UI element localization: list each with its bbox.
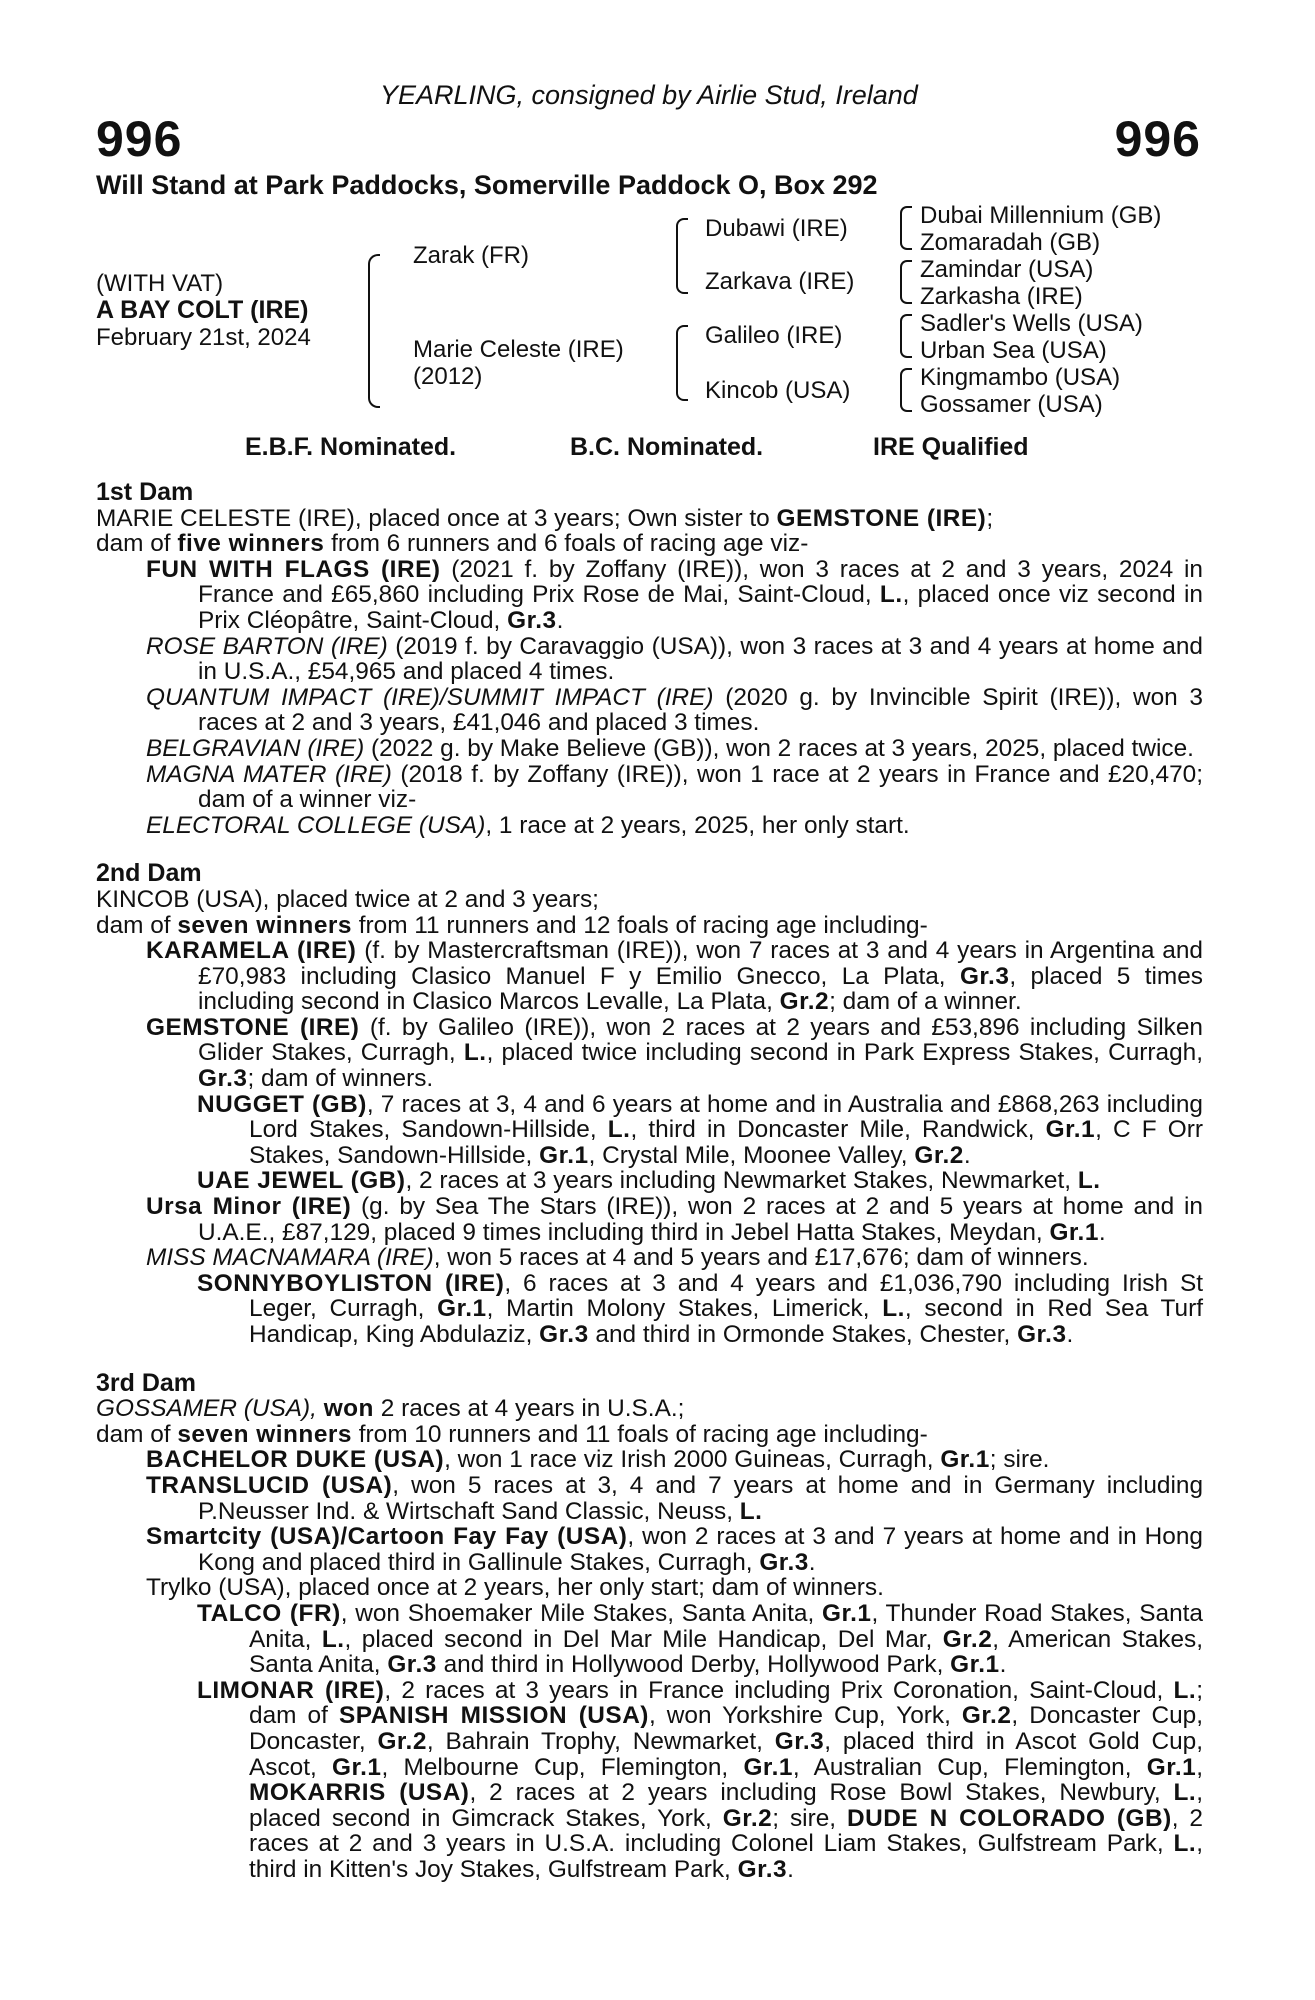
ebf-nomination: E.B.F. Nominated.: [245, 433, 457, 461]
progeny-trylko: Trylko (USA), placed once at 2 years, her only start; dam of winners.: [146, 1574, 884, 1602]
progeny-gemstone: GEMSTONE (IRE) (f. by Galileo (IRE)), won 2 races at 2 years and £53,896 including Silken Glider Stakes, Curragh, L., placed twice including second in Park Express Stakes, Curragh, Gr.3; dam of winners.: [146, 1013, 1203, 1093]
bc-nomination: B.C. Nominated.: [570, 433, 764, 461]
progeny-translucid: TRANSLUCID (USA), won 5 races at 3, 4 and 7 years at home and in Germany including P.Neusser Ind. & Wirtschaft Sand Classic, Neuss, L.: [146, 1471, 1204, 1525]
second-dam-heading: 2nd Dam: [96, 859, 202, 888]
dam-dam: Kincob (USA): [705, 377, 851, 404]
progeny-smartcity: Smartcity (USA)/Cartoon Fay Fay (USA), won 2 races at 3 and 7 years at home and in Hong Kong and placed third in Gallinule Stakes, Curragh, Gr.3.: [146, 1523, 1203, 1576]
third-dam-heading: 3rd Dam: [96, 1368, 197, 1397]
dds: Kingmambo (USA): [920, 364, 1121, 391]
progeny-bachelor-duke: BACHELOR DUKE (USA), won 1 race viz Irish 2000 Guineas, Curragh, Gr.1; sire.: [146, 1446, 1050, 1474]
progeny-limonar: LIMONAR (IRE), 2 races at 3 years in France including Prix Coronation, Saint-Cloud, L.; dam of SPANISH MISSION (USA), won Yorkshire Cup, York, Gr.2, Doncaster Cup, Doncaster, Gr.2, Bahrain Trophy, Newmarket, Gr.3, placed third in Ascot Gold Cup, Ascot, Gr.1, Melbourne Cup, Flemington, Gr.1, Australian Cup, Flemington, Gr.1, MOKARRIS (USA), 2 races at 2 years including Rose Bowl Stakes, Newbury, L., placed second in Gimcrack Stakes, York, Gr.2; sire, DUDE N COLORADO (GB), 2 races at 2 and 3 years in U.S.A. including Colonel Liam Stakes, Gulfstream Park, L., third in Kitten's Joy Stakes, Gulfstream Park, Gr.3.: [197, 1676, 1204, 1883]
progeny-fun-with-flags: FUN WITH FLAGS (IRE) (2021 f. by Zoffany (IRE)), won 3 races at 2 and 3 years, 2024 in France and £65,860 including Prix Rose de Mai, Saint-Cloud, L., placed once viz second in Prix Cléopâtre, Saint-Cloud, Gr.3.: [146, 555, 1203, 634]
ddd: Gossamer (USA): [920, 391, 1103, 418]
foaling-date: February 21st, 2024: [96, 324, 311, 351]
progeny-miss-macnamara: MISS MACNAMARA (IRE), won 5 races at 4 and 5 years and £17,676; dam of winners.: [146, 1244, 1089, 1272]
dam-year: (2012): [413, 363, 483, 390]
sds: Zamindar (USA): [920, 256, 1094, 283]
pedigree-brace-g1: [900, 206, 912, 250]
sire-dam: Zarkava (IRE): [705, 268, 855, 295]
first-dam-record: dam of five winners from 6 runners and 6 foals of racing age viz-: [96, 530, 809, 558]
sire-name: Zarak (FR): [413, 242, 529, 269]
sdd: Zarkasha (IRE): [920, 283, 1083, 310]
progeny-ursa-minor: Ursa Minor (IRE) (g. by Sea The Stars (IRE)), won 2 races at 2 and 5 years at home and in U.A.E., £87,129, placed 9 times including third in Jebel Hatta Stakes, Meydan, Gr.1.: [146, 1193, 1203, 1246]
ssd: Zomaradah (GB): [920, 229, 1101, 256]
dss: Sadler's Wells (USA): [920, 310, 1143, 337]
progeny-nugget: NUGGET (GB), 7 races at 3, 4 and 6 years at home and in Australia and £868,263 including Lord Stakes, Sandown-Hillside, L., third in Doncaster Mile, Randwick, Gr.1, C F Orr Stakes, Sandown-Hillside, Gr.1, Crystal Mile, Moonee Valley, Gr.2.: [197, 1090, 1203, 1169]
catalogue-body: [96, 480, 1203, 1882]
second-dam-intro: KINCOB (USA), placed twice at 2 and 3 years;: [96, 885, 599, 913]
progeny-magna-mater: MAGNA MATER (IRE) (2018 f. by Zoffany (IRE)), won 1 race at 2 years in France and £20,470; dam of a winner viz-: [146, 760, 1203, 814]
second-dam-record: dam of seven winners from 11 runners and 12 foals of racing age including-: [96, 911, 928, 939]
progeny-belgravian: BELGRAVIAN (IRE) (2022 g. by Make Believe (GB)), won 2 races at 3 years, 2025, placed twice.: [146, 734, 1194, 762]
dam-sire: Galileo (IRE): [705, 322, 843, 349]
third-dam-intro: GOSSAMER (USA), won 2 races at 4 years in U.S.A.;: [96, 1395, 685, 1423]
progeny-sonnyboyliston: SONNYBOYLISTON (IRE), 6 races at 3 and 4 years and £1,036,790 including Irish St Leger, Curragh, Gr.1, Martin Molony Stakes, Limerick, L., second in Red Sea Turf Handicap, King Abdulaziz, Gr.3 and third in Ormonde Stakes, Chester, Gr.3.: [197, 1269, 1204, 1348]
progeny-quantum-impact: QUANTUM IMPACT (IRE)/SUMMIT IMPACT (IRE) (2020 g. by Invincible Spirit (IRE)), won 3 races at 2 and 3 years, £41,046 and placed 3 times.: [146, 683, 1203, 737]
progeny-karamela: KARAMELA (IRE) (f. by Mastercraftsman (IRE)), won 7 races at 3 and 4 years in Argentina and £70,983 including Clasico Manuel F y Emilio Gnecco, La Plata, Gr.3, placed 5 times including second in Clasico Marcos Levalle, La Plata, Gr.2; dam of a winner.: [146, 937, 1203, 1016]
progeny-uae-jewel: UAE JEWEL (GB), 2 races at 3 years including Newmarket Stakes, Newmarket, L.: [197, 1167, 1101, 1195]
progeny-rose-barton: ROSE BARTON (IRE) (2019 f. by Caravaggio (USA)), won 3 races at 3 and 4 years at home and in U.S.A., £54,965 and placed 4 times.: [146, 632, 1203, 686]
lot-number-left: 996: [96, 111, 183, 167]
progeny-talco: TALCO (FR), won Shoemaker Mile Stakes, Santa Anita, Gr.1, Thunder Road Stakes, Santa Anita, L., placed second in Del Mar Mile Handicap, Del Mar, Gr.2, American Stakes, Santa Anita, Gr.3 and third in Hollywood Derby, Hollywood Park, Gr.1.: [197, 1599, 1204, 1679]
ire-qualified: IRE Qualified: [873, 433, 1029, 461]
lot-number-right: 996: [1114, 111, 1201, 167]
pedigree-brace-sire: [676, 218, 688, 294]
vat-note: (WITH VAT): [96, 270, 224, 297]
pedigree-brace-g2: [900, 260, 912, 304]
third-dam-record: dam of seven winners from 10 runners and 11 foals of racing age including-: [96, 1420, 928, 1448]
pedigree-brace-main: [368, 254, 380, 408]
dam-name: Marie Celeste (IRE): [413, 336, 624, 363]
first-dam-intro: MARIE CELESTE (IRE), placed once at 3 years; Own sister to GEMSTONE (IRE);: [96, 504, 994, 532]
consignment-line: YEARLING, consigned by Airlie Stud, Ireland: [380, 80, 918, 110]
pedigree-brace-g3: [900, 314, 912, 358]
progeny-electoral-college: ELECTORAL COLLEGE (USA), 1 race at 2 years, 2025, her only start.: [146, 811, 910, 839]
pedigree-brace-g4: [900, 368, 912, 412]
sire-sire: Dubawi (IRE): [705, 215, 848, 242]
first-dam-heading: 1st Dam: [96, 478, 194, 506]
horse-name: A BAY COLT (IRE): [96, 296, 309, 324]
sss: Dubai Millennium (GB): [920, 202, 1162, 229]
dsd: Urban Sea (USA): [920, 337, 1107, 364]
stabling-location: Will Stand at Park Paddocks, Somerville Paddock O, Box 292: [96, 170, 878, 200]
pedigree-brace-dam: [676, 325, 688, 401]
